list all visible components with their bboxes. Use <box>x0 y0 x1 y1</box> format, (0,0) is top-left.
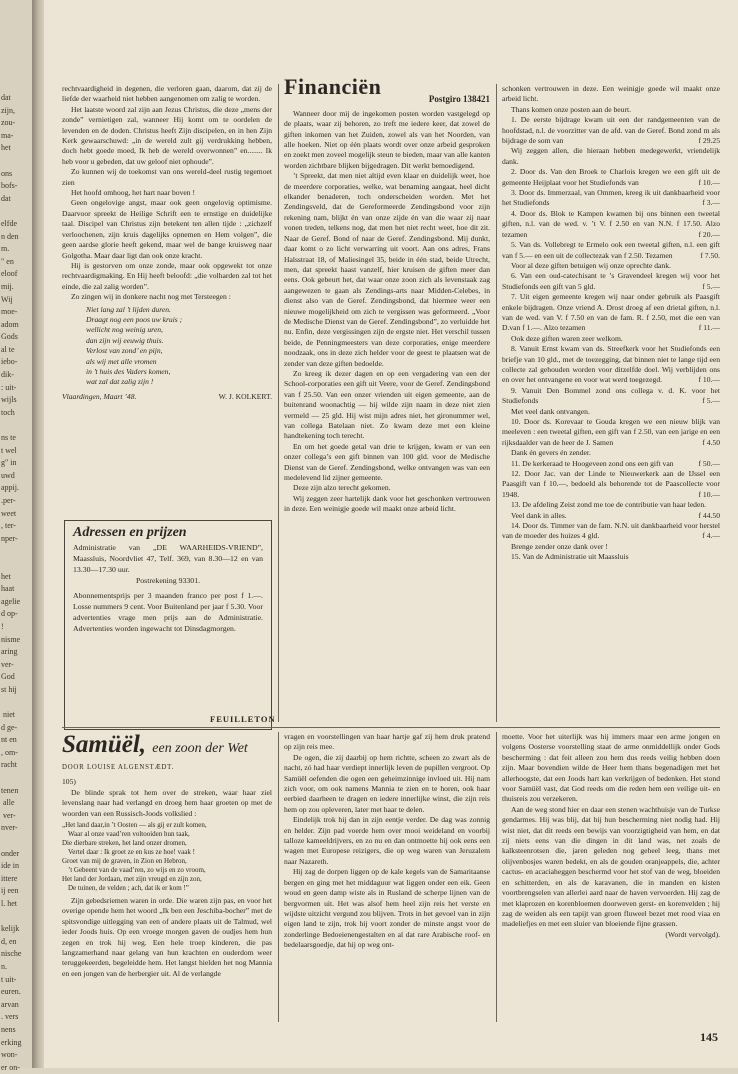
gift-amount: f 11.— <box>698 323 720 333</box>
financien-paragraph: Wij zeggen zeer hartelijk dank voor het geschonken vertrouwen in deze. Een weinigje goede wil maakt onze arbeid licht. <box>284 493 490 514</box>
article-paragraph: Zo zingen wij in donkere nacht nog met Tersteegen : <box>71 292 231 302</box>
feuilleton-column-3 <box>502 732 720 1028</box>
article-paragraph: Hij is gestorven om onze zonde, maar ook opgewekt tot onze rechtvaardigmaking. En Hij heeft beloofd: „die volharden zal tot het einde, die zal zalig worden”. <box>62 260 272 291</box>
poem-line: wellicht nog weinig uren, <box>86 325 163 335</box>
gift-amount: f 3.— <box>702 198 720 208</box>
place-date: Vlaardingen, Maart ’48. <box>62 391 137 401</box>
article-column-1 <box>62 84 272 401</box>
gift-text: 6. Van een oud-catechisant te ’s Gravendeel kregen wij voor het Studiefonds een gift van 5 gld. <box>502 271 720 291</box>
poem-line: in ’t huis des Vaders komen, <box>86 366 171 376</box>
giften-list-column <box>502 84 720 724</box>
gift-text: 1. De eerste bijdrage kwam uit een der randgemeenten van de hoofdstad, n.l. de voorzitter van de afd. van de Geref. Bond zond m als bijdrage de som van <box>502 115 720 146</box>
gift-text: 2. Door ds. Van den Broek te Charlois kregen we een gift uit de gemeente Heijplaat voor het Studiefonds van <box>502 167 720 187</box>
previous-page-edge <box>0 0 32 1072</box>
gift-text: Veel dank in alles. <box>511 510 567 520</box>
article-paragraph: Het hoofd omhoog, het hart naar boven ! <box>71 188 195 198</box>
gift-text: 10. Door ds. Korevaar te Gouda kregen we een nieuw blijk van meeleven : een tweetal giften, een gift van f 2.50, van een jarige en een rijksdaalder van de heer de J. Samen <box>502 417 720 447</box>
financien-paragraph: ’t Spreekt, dat men niet altijd even klaar en duidelijk weet, hoe de meerdere corporaties, welke, wat benaming aangaat, heel dicht elkander benaderen, toch onderscheiden worden. Met het Zendingsveld, dat de Gereformeerde Zendingsbond voor zijn rekening nam, blijkt én van onze zijde én van die waar zij naar vonen treden, telkens nog, dat men het niet recht weet, hoe dit zit. Naar de Geref. Bond of naar de Geref. Zendingsbond. Mij dunkt, daar komt o zo licht verwarring uit voort. Aan ons adres, Frans Halsstraat 18, of Maliesingel 35, beide in één stad, beide Utrecht, men, dat spreekt haast vanzelf, hier kruisen de giften meer dan eens. Ook gebeurt het, dat waar onze zoon zich als levenstaak zag aangewezen te gaan als Zendings-arts naar Midden-Celebes, in dienst also van de Geref. Zendingsbond, dat hiermee weer een nieuwe mogelijkheid om zich te vergissen was geformeerd. „Voor de Medische Dienst van de Geref. Zendingsbond”, zo verluidde het nu. Enfin, deze vergissingen zijn de ergste niet. Het verschil tussen beide, de Penningmeesters van deze corporaties, enige meerdere noodzaak, ons in deze zich helder voor de geest te plaatsen wat de zender van deze giften bedoelde. <box>284 171 490 368</box>
gift-entry <box>502 407 720 417</box>
gift-entry <box>502 271 720 292</box>
gift-amount: f 4.50 <box>702 437 720 447</box>
gift-amount: f 10.— <box>698 375 720 385</box>
box-prices: Abonnementsprijs per 3 maanden franco per post f 1.—. Losse nummers 9 cent. Voor Buitenland per jaar f 5.30. Voor advertenties vrage men prijs aan de Administratie. Advertenties worden ingewacht tot Dinsdagmorgen. <box>73 591 263 633</box>
feuilleton-label: FEUILLETON <box>210 714 276 724</box>
financien-paragraph: Deze zijn alzo terecht gekomen. <box>293 483 391 493</box>
gift-text: Brenge zender onze dank over ! <box>511 541 608 551</box>
serial-paragraph: Zijn gebedsriemen waren in orde. Die waren zijn pas, en voor het overige opende hem het woord „Ik ben een Jeschiba-bocher” met de spitsvondige uitlegging van een of andere plaats uit de Talmud, wel ieder Joods huis. Op een vroege morgen gaven de oudjes hem hun zegen en trok hij weg. Een hele troep kinderen, die pas langzamerhand naar gelang van hun krachten en ouderdom weer teruggekeerden, begeleidde hem. Het langst hielden het nog Mannia en een jongen van de herbergier uit. Al de verlangde <box>62 896 272 978</box>
article-paragraph: Het laatste woord zal zijn aan Jezus Christus, die deze „mens der zonde” vernietigen zal, wanneer Hij komt om te oordelen de levenden en de doden. Christus heeft Zijn discipelen, en in hen Zijn Kerk gewaarschuwd: „in de wereld zult gij verdrukking hebben, doch hebt goede moed, Ik heb de wereld overwonnen” en........ Ik heb voor u gebeden, dat uw geloof niet ophoude”. <box>62 104 272 166</box>
gift-amount: f 5.— <box>702 396 720 406</box>
section-rule <box>62 727 720 728</box>
gift-text: 9. Vanuit Den Bommel zond ons collega v. d. K. voor het Studiefonds <box>502 385 720 406</box>
gift-entry <box>502 386 720 407</box>
gift-amount: f 10.— <box>698 177 720 187</box>
newspaper-page <box>44 0 738 1068</box>
gift-text: Wij zeggen allen, die hieraan hebben medegewerkt, vriendelijk dank. <box>502 146 720 166</box>
feuilleton-column-1 <box>62 732 272 1028</box>
box-title: Adressen en prijzen <box>73 525 187 540</box>
article-signature <box>62 392 272 402</box>
gift-entry <box>502 521 720 542</box>
financien-paragraph: Zo kreeg ik dezer dagen en op een vergadering van een der School-corporaties een gift uit Veere, voor de Geref. Zendingsbond van f 25.50. Van een onzer vrienden uit eigen gemeente, aan de buitenrand woonachtig — hij wilde zijn naam in deze niet zien vermeld — 25 gld. Hij wist mijn adres niet, het gironummer wel, van collega Batelaan niet. Zo kwam deze met een kleine handtekening toch terecht. <box>284 368 490 441</box>
gift-entry <box>502 459 720 469</box>
gift-text: 11. De kerkeraad te Hoogeveen zond ons een gift van <box>511 458 674 468</box>
gift-text: 14. Door ds. Timmer van de fam. N.N. uit dankbaarheid voor herstel van de moeder des huizes 4 gld. <box>502 521 720 541</box>
gift-entry <box>502 240 720 261</box>
gift-text: 5. Van ds. Vollebregt te Ermelo ook een tweetal giften, n.l. een gift van f 5.— en een uit de collectezak van f 2.50. Tezamen <box>502 240 720 260</box>
gift-amount: f 5.— <box>702 281 720 291</box>
poem-line: als wij met alle vromen <box>86 356 157 366</box>
gift-amount: f 7.50. <box>700 250 720 260</box>
gift-entry <box>502 115 720 146</box>
gift-entry <box>502 344 720 386</box>
serial-paragraph: Hij zag de dorpen liggen op de kale kegels van de Samaritaanse bergen en ging met het middaguur wat liggen onder een eik. Geen woud en geen damp wiste als in Rusland de scherpe lijnen van de bergvormen uit. Het was alsof hem heel zijn reis het verste en wijdste uitzicht vergund zou blijven. Trots in het gevoel van in zijn eigen land te zijn, trok hij voort zonder de minste angst voor de zonderlinge Bedoeienengestalten en al dat rare Arabische roof- en bedelaarsgoedje, dat hij op weg ont- <box>284 867 490 950</box>
gift-entry <box>502 542 720 552</box>
article-paragraph: rechtvaardigheid in degenen, die verloren gaan, daarom, dat zij de liefde der waarheid niet hebben aangenomen om zalig te worden. <box>62 84 272 104</box>
intro-continued: schonken vertrouwen in deze. Een weinigje goede wil maakt onze arbeid licht. <box>502 84 720 104</box>
address-prices-box <box>64 520 272 730</box>
gift-text: 8. Vanuit Ernst kwam van ds. Streefkerk voor het Studiefonds een briefje van 10 gld., met de toezegging, dat binnen niet te lange tijd een collecte zal gehouden worden voor ditzelfde doel. Wij verblijden ons en over het ontvangene en voor wat werd toegezegd. <box>502 344 720 385</box>
serial-paragraph: De ogen, die zij daarbij op hem richtte, scheen zo zwart als de nacht, zó had haar verdiept innerlijk leven de pupillen vergroot. Op Samüël oefenden die ogen een geheimzinnige invloed uit. Hij nam zich voor, om ook namens Mannia te zien en te horen, ook haar eerbied daarheen te dragen en iedere innerlijke winst, die zijn reis hem op zou opleveren, later met haar te delen. <box>284 752 490 814</box>
gift-entry <box>502 417 720 448</box>
serial-paragraph: vragen en voorstellingen van haar hartje gaf zij hem druk pratend op zijn reis mee. <box>284 732 490 752</box>
quote-line: Het land der Jordaan, met zijn vreugd en zijn zon, <box>62 875 202 884</box>
gift-entry <box>502 209 720 240</box>
gift-text: 7. Uit eigen gemeente kregen wij naar onder gebruik als Paasgift enkele bijdragen. Onze vriend A. Drost droeg af een drietal giften, n.l. van de wed. van V. f 7.50 en van de fam. R. f 2.50, met die een van D.van f 1.—. Alzo tezamen <box>502 292 720 333</box>
gift-text: Ook deze giften waren zeer welkom. <box>511 333 623 343</box>
quote-line: Groet van mij de graven, in Zion en Hebron, <box>62 857 187 866</box>
poem-line: wat zal dat zalig zijn ! <box>86 377 154 387</box>
poem-line: dan zijn wij eeuwig thuis. <box>86 335 164 345</box>
quote-line: Die dierbare streken, het land onzer dromen, <box>62 839 187 848</box>
list-intro: Thans komen onze posten aan de beurt. <box>511 104 631 114</box>
financien-title: Financiën <box>284 74 382 99</box>
serial-paragraph: De blinde sprak tot hem over de streken, waar haar ziel levenslang naar had verlangd en droeg hem haar groeten op met de woorden van een Russisch-Joods volkslied : <box>62 787 272 818</box>
to-be-continued: (Wordt vervolgd). <box>665 929 720 939</box>
gift-entry <box>502 167 720 188</box>
box-postrekening: Postrekening 93301. <box>135 576 201 585</box>
gift-entry <box>502 552 720 562</box>
gift-entry <box>502 188 720 209</box>
quote-line: De tuinen, de velden ; ach, dat ik er kom !” <box>68 884 189 893</box>
gift-entry <box>502 469 720 500</box>
gift-text: 4. Door ds. Blok te Kampen kwamen bij ons binnen een tweetal giften, n.l. van de wed. v. ’t V. f 2.50 en van N.N. f 17.50. Alzo tezamen <box>502 208 720 239</box>
poem-line: Draagt nog een poos uw kruis ; <box>86 314 183 324</box>
serial-title <box>62 732 272 762</box>
folk-song-quote <box>62 821 272 893</box>
book-gutter <box>32 0 44 1068</box>
gift-text: Voor al deze giften betuigen wij onze oprechte dank. <box>511 260 671 270</box>
gift-text: 12. Door Jac. van der Linde te Nieuwerkerk aan de IJssel een Paasgift van f 10.—, bedoeld als behorende tot de Paascollecte voor 1948. <box>502 469 720 499</box>
gift-text: 3. Door ds. Immerzaal, van Ommen, kreeg ik uit dankbaarheid voor het Studiefonds <box>502 188 720 208</box>
feuilleton-column-2 <box>284 732 490 1028</box>
gift-entry <box>502 448 720 458</box>
postgiro-number: Postgiro 138421 <box>428 94 490 105</box>
gift-amount: f 10.— <box>698 489 720 499</box>
gift-amount: f 20.— <box>698 229 720 239</box>
gift-amount: f 4.— <box>702 531 720 541</box>
gift-entry <box>502 511 720 521</box>
gift-text: Met veel dank ontvangen. <box>511 406 590 416</box>
gift-text: Dank én gevers én zender. <box>511 448 591 458</box>
author-name: W. J. KOLKERT. <box>218 391 272 401</box>
column-rule <box>496 84 497 722</box>
quote-line: ’t Gebeent van de vaad’ren, zo wijs en zo vroom, <box>68 866 206 875</box>
gift-entry <box>502 261 720 271</box>
column-rule <box>496 732 497 1022</box>
gift-entry <box>502 334 720 344</box>
serial-paragraph: Eindelijk trok hij dan in zijn eentje verder. De dag was zonnig en helder. Zijn pad voerde hem over mooi weideland en voorbij talloze kameeldrijvers, en zo nu en dan ontmoette hij ook eens een wagen met Europese reizigers, die op weg waren van Jeruzalem naar Nazareth. <box>284 815 490 866</box>
box-address: Administratie van „DE WAARHEIDS-VRIEND”, Maassluis, Noordvliet 47, Telf. 369, van 8.30—12 en van 13.30—17.30 uur. <box>73 543 263 574</box>
gift-amount: f 50.— <box>698 458 720 468</box>
financien-column <box>284 74 490 724</box>
article-paragraph: Zo kunnen wij de toekomst van ons wereld-deel rustig tegemoet zien <box>62 167 272 187</box>
serial-installment-number: 105) <box>62 777 76 787</box>
previous-page-text: dat zijn, zou- ma- het ons bofs- dat elfde n den m. " en eloof mij. Wij moe- adom Gods al te iebo- dik- : uit- wijls toch ns te t wel g" in uwd appij. .per- weet , ter- nper- het haat agelie d op- ! nisme aring ver- God st hij niet d ge- nt en , om- racht tenen alle ver- nver- onder ide in ittere ij een l. het kelijk d, en nische n. t uit- euren. arvan . vers nens erking won- er on- <box>1 93 22 1072</box>
gift-text: 13. De afdeling Zeist zond me toe de contributie van haar leden. <box>511 500 707 510</box>
serial-subtitle: een zoon der Wet <box>152 741 248 756</box>
poem-line: Verlost van zond’ en pijn, <box>86 346 163 356</box>
column-rule <box>278 84 279 722</box>
gift-entry <box>502 292 720 334</box>
quote-line: Vertel daar : Ik groet ze en kus ze hoe! vaak ! <box>68 848 195 857</box>
gift-amount: f 44.50 <box>698 510 720 520</box>
quote-line: Waar al onze vaad’ren voltooiden hun taak, <box>68 830 190 839</box>
serial-paragraph: moette. Voor het uiterlijk was hij immers maar een arme jongen en volgens Oosterse voorstelling staat de arme onmiddellijk onder Gods bescherming : dat feit alleen zou hem dus reeds veilig hebben doen zijn. Maar bovendien wilde de Heer hem thans begenadigen met het allerhoogste, dat een Joods hart kan verkrijgen of bedenken. Het stond voor Samüël vast, dat God reeds om die reden hem een veilige uit- en thuisreis zou verzekeren. <box>502 732 720 804</box>
column-rule <box>278 732 279 1022</box>
financien-paragraph: Wanneer door mij de ingekomen posten worden vastgelegd op de plaats, waar zij behoren, zo treft me iedere keer, dat zowel de giften inkomen van het Zuiden, zowel als van het Noorden, van alle hoeken. Niet op één plaats wordt over onze arbeid gesproken en zoekt men zoveel mogelijk steun te bieden, maar van alle kanten worden zichtbare blijken bijgedragen. Dit werkt bemoedigend. <box>284 108 490 170</box>
serial-author: DOOR LOUISE ALGENSTÆDT. <box>62 764 175 771</box>
poem-line: Niet lang zal ’t lijden duren. <box>86 304 171 314</box>
financien-paragraph: En om het goede getal van drie te krijgen, kwam er van een onzer collega’s een gift binnen van 100 gld. voor de Medische Dienst van de Geref. Zendingsbond, welke ontvangen was van een medelevend lid zijner gemeente. <box>284 441 490 483</box>
gift-amount: f 29.25 <box>698 136 720 146</box>
article-paragraph: Geen ongelovige angst, maar ook geen ongelovig optimisme. Daarvoor spreekt de Heilige Schrift een te ernstige en duidelijke taal. Discipel van Christus zijn betekent ten allen tijde : „zichzelf verloochenen, zijn kruis dagelijks opnemen en Hem volgen”, die geen aardse glorie heeft gekend, maar wel de bange kruisweg naar Golgotha. Maar daar ligt dan ook onze kracht. <box>62 198 272 260</box>
serial-paragraph: Aan de weg stond hier en daar een stenen wachthuisje van de Turkse gendarmes. Hij was blij, dat hij hun bescherming niet nodig had. Hij wist niet, dat dit reeds een bewijs van voorzigtigheid van hem, en dat zij niets eens van die dingen in dit land was, net zoals de kalksteenrotsen die, jaren geleden nog geheel leeg, thans met olijvenbosjes waren bedekt, en als de gouden oranjeappels, die, achter cactus- en acaciaheggen beschermd voor het stof van de weg, bloeiden en schitterden, en als de karavanen, die in manden en kisten voortbrengselen van allerlei aard naar de haven vervoerden. Hij zag de met klaprozen en korenbloemen doorweven gerst- en korenvelden ; hij zag de weiden als een tapijt van groen fluweel bezet met rood viaa en madeliefjes en met een sluier van bloeiende fijne grassen. <box>502 804 720 929</box>
serial-title-main: Samüël, <box>62 731 147 758</box>
quote-line: „Het land daar,in ’t Oosten — als gij er zult komen, <box>62 821 207 830</box>
gift-entry <box>502 146 720 167</box>
poem <box>86 305 272 388</box>
gift-text: 15. Van de Administratie uit Maassluis <box>511 552 629 562</box>
page-number: 145 <box>700 1030 718 1044</box>
